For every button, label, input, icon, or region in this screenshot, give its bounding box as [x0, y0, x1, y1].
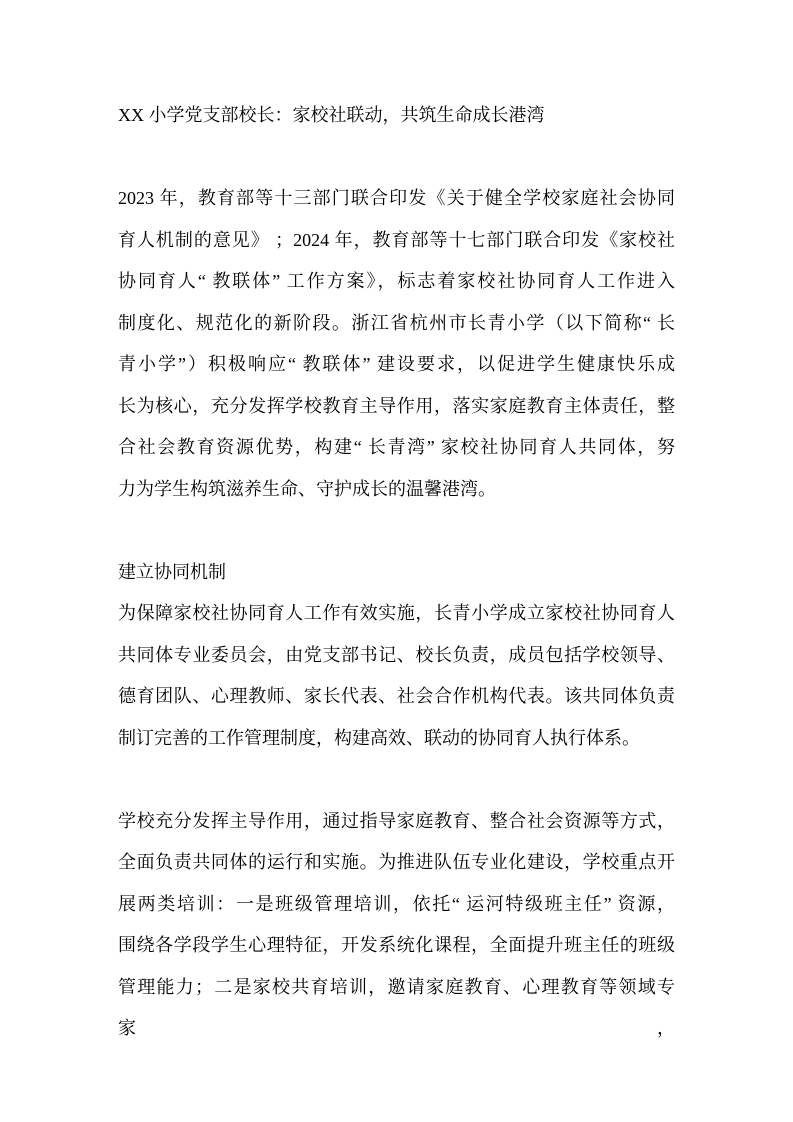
paragraph-line: 2023 年，教育部等十三部门联合印发《关于健全学校家庭社会协同	[118, 188, 675, 208]
paragraph-line: 德育团队、心理教师、家长代表、社会合作机构代表。该共同体负责	[118, 686, 675, 706]
paragraph-line: 制度化、规范化的新阶段。浙江省杭州市长青小学（以下简称“ 长	[118, 312, 675, 333]
paragraph-line: 长为核心，充分发挥学校教育主导作用，落实家庭教育主体责任，整	[118, 395, 675, 416]
paragraph-line: 管理能力；二是家校共育培训，邀请家庭教育、心理教育等领域专家，	[118, 976, 675, 1038]
document-body	[118, 178, 675, 1050]
document-title: XX 小学党支部校长：家校社联动，共筑生命成长港湾	[118, 105, 545, 125]
paragraph-line: 力为学生构筑滋养生命、守护成长的温馨港湾。	[118, 478, 496, 499]
mechanism-paragraph	[118, 593, 675, 759]
paragraph-line: 全面负责共同体的运行和实施。为推进队伍专业化建设，学校重点开	[118, 852, 675, 872]
paragraph-line: 为保障家校社协同育人工作有效实施，长青小学成立家校社协同育人	[118, 603, 675, 623]
section-heading-text: 建立协同机制	[118, 561, 226, 582]
paragraph-line: 合社会教育资源优势，构建“ 长青湾” 家校社协同育人共同体，努	[118, 437, 675, 457]
paragraph-line: 围绕各学段学生心理特征，开发系统化课程，全面提升班主任的班级	[118, 935, 675, 955]
paragraph-line: 制订完善的工作管理制度，构建高效、联动的协同育人执行体系。	[118, 727, 640, 748]
paragraph-line: 展两类培训：一是班级管理培训，依托“ 运河特级班主任” 资源，	[118, 893, 675, 914]
school-role-paragraph	[118, 801, 675, 1050]
paragraph-line: 育人机制的意见》 ；2024 年，教育部等十七部门联合印发《家校社	[118, 229, 675, 250]
paragraph-line: 共同体专业委员会，由党支部书记、校长负责，成员包括学校领导、	[118, 644, 675, 665]
paragraph-line: 青小学”）积极响应“ 教联体” 建设要求，以促进学生健康快乐成	[118, 354, 675, 374]
paragraph-line: 学校充分发挥主导作用，通过指导家庭教育、整合社会资源等方式，	[118, 810, 675, 831]
intro-paragraph	[118, 178, 675, 510]
section-heading-mechanism	[118, 552, 675, 594]
paragraph-line: 协同育人“ 教联体” 工作方案》，标志着家校社协同育人工作进入	[118, 271, 675, 291]
